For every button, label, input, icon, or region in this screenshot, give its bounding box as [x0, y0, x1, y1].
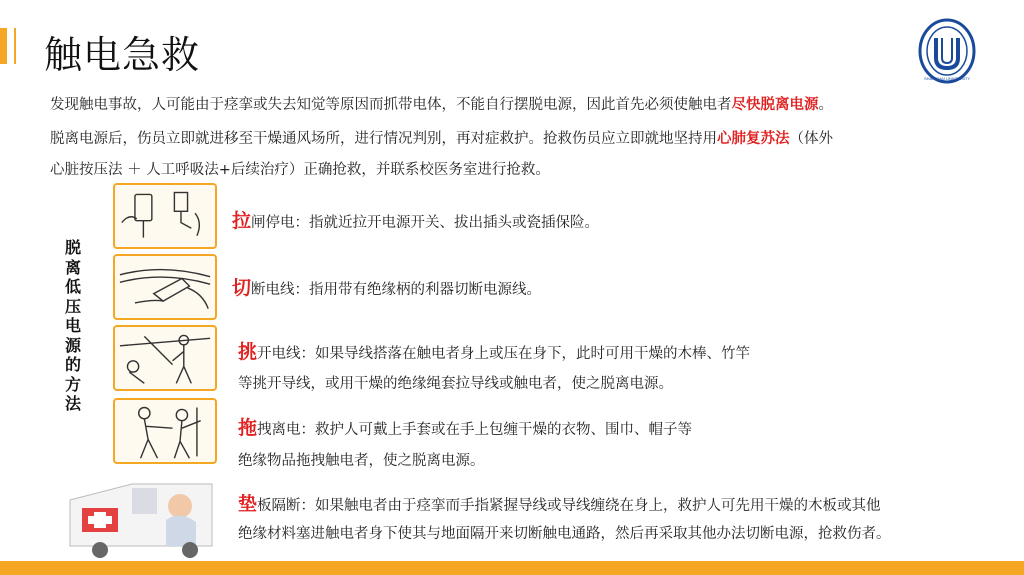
method-drag-victim-cont: 绝缘物品拖拽触电者，使之脱离电源。 — [238, 453, 485, 469]
method-drag-victim: 拖拽离电：救护人可戴上手套或在手上包缠干燥的衣物、围巾、帽子等 — [238, 417, 693, 439]
method-insulating-board-cont: 绝缘材料塞进触电者身下使其与地面隔开来切断触电通路，然后再采取其他办法切断电源，抢救伤者。 — [238, 526, 891, 542]
highlight-disconnect: 尽快脱离电源 — [731, 97, 819, 113]
logo-text: SHANGHAI UNIVERSITY — [923, 76, 971, 81]
intro-line-2: 脱离电源后，伤员立即就进移至干燥通风场所，进行情况判别，再对症救护。抢救伤员应立即就地坚持用心肺复苏法（体外 — [50, 131, 833, 147]
bottom-accent-bar — [0, 561, 1024, 575]
intro-line-3: 心脏按压法 ＋ 人工呼吸法+后续治疗）正确抢救，并联系校医务室进行抢救。 — [50, 162, 550, 178]
side-label: 脱离低压电源的方法 — [64, 238, 81, 413]
ambulance-illustration — [62, 470, 222, 558]
illustration-cut-wire — [113, 254, 217, 320]
title-accent-bar — [0, 28, 7, 64]
method-lift-wire-cont: 等挑开导线，或用干燥的绝缘绳套拉导线或触电者，使之脱离电源。 — [238, 376, 673, 392]
illustration-drag-victim — [113, 398, 217, 464]
illustration-pull-switch — [113, 183, 217, 249]
university-logo-icon — [918, 18, 976, 84]
title-accent-line — [14, 28, 16, 64]
method-pull-switch: 拉闸停电：指就近拉开电源开关、拔出插头或瓷插保险。 — [232, 210, 600, 232]
highlight-cpr: 心肺复苏法 — [717, 131, 790, 147]
method-cut-wire: 切断电线：指用带有绝缘柄的利器切断电源线。 — [232, 277, 542, 299]
page-title: 触电急救 — [44, 33, 201, 77]
illustration-lift-wire — [113, 325, 217, 391]
intro-line-1: 发现触电事故，人可能由于痉挛或失去知觉等原因而抓带电体，不能自行摆脱电源，因此首先必须使触电者尽快脱离电源。 — [50, 97, 833, 113]
method-lift-wire: 挑开电线：如果导线搭落在触电者身上或压在身下，此时可用干燥的木棒、竹竿 — [238, 341, 751, 363]
method-insulating-board: 垫板隔断：如果触电者由于痉挛而手指紧握导线或导线缠绕在身上，救护人可先用干燥的木板或其他 — [238, 493, 881, 515]
